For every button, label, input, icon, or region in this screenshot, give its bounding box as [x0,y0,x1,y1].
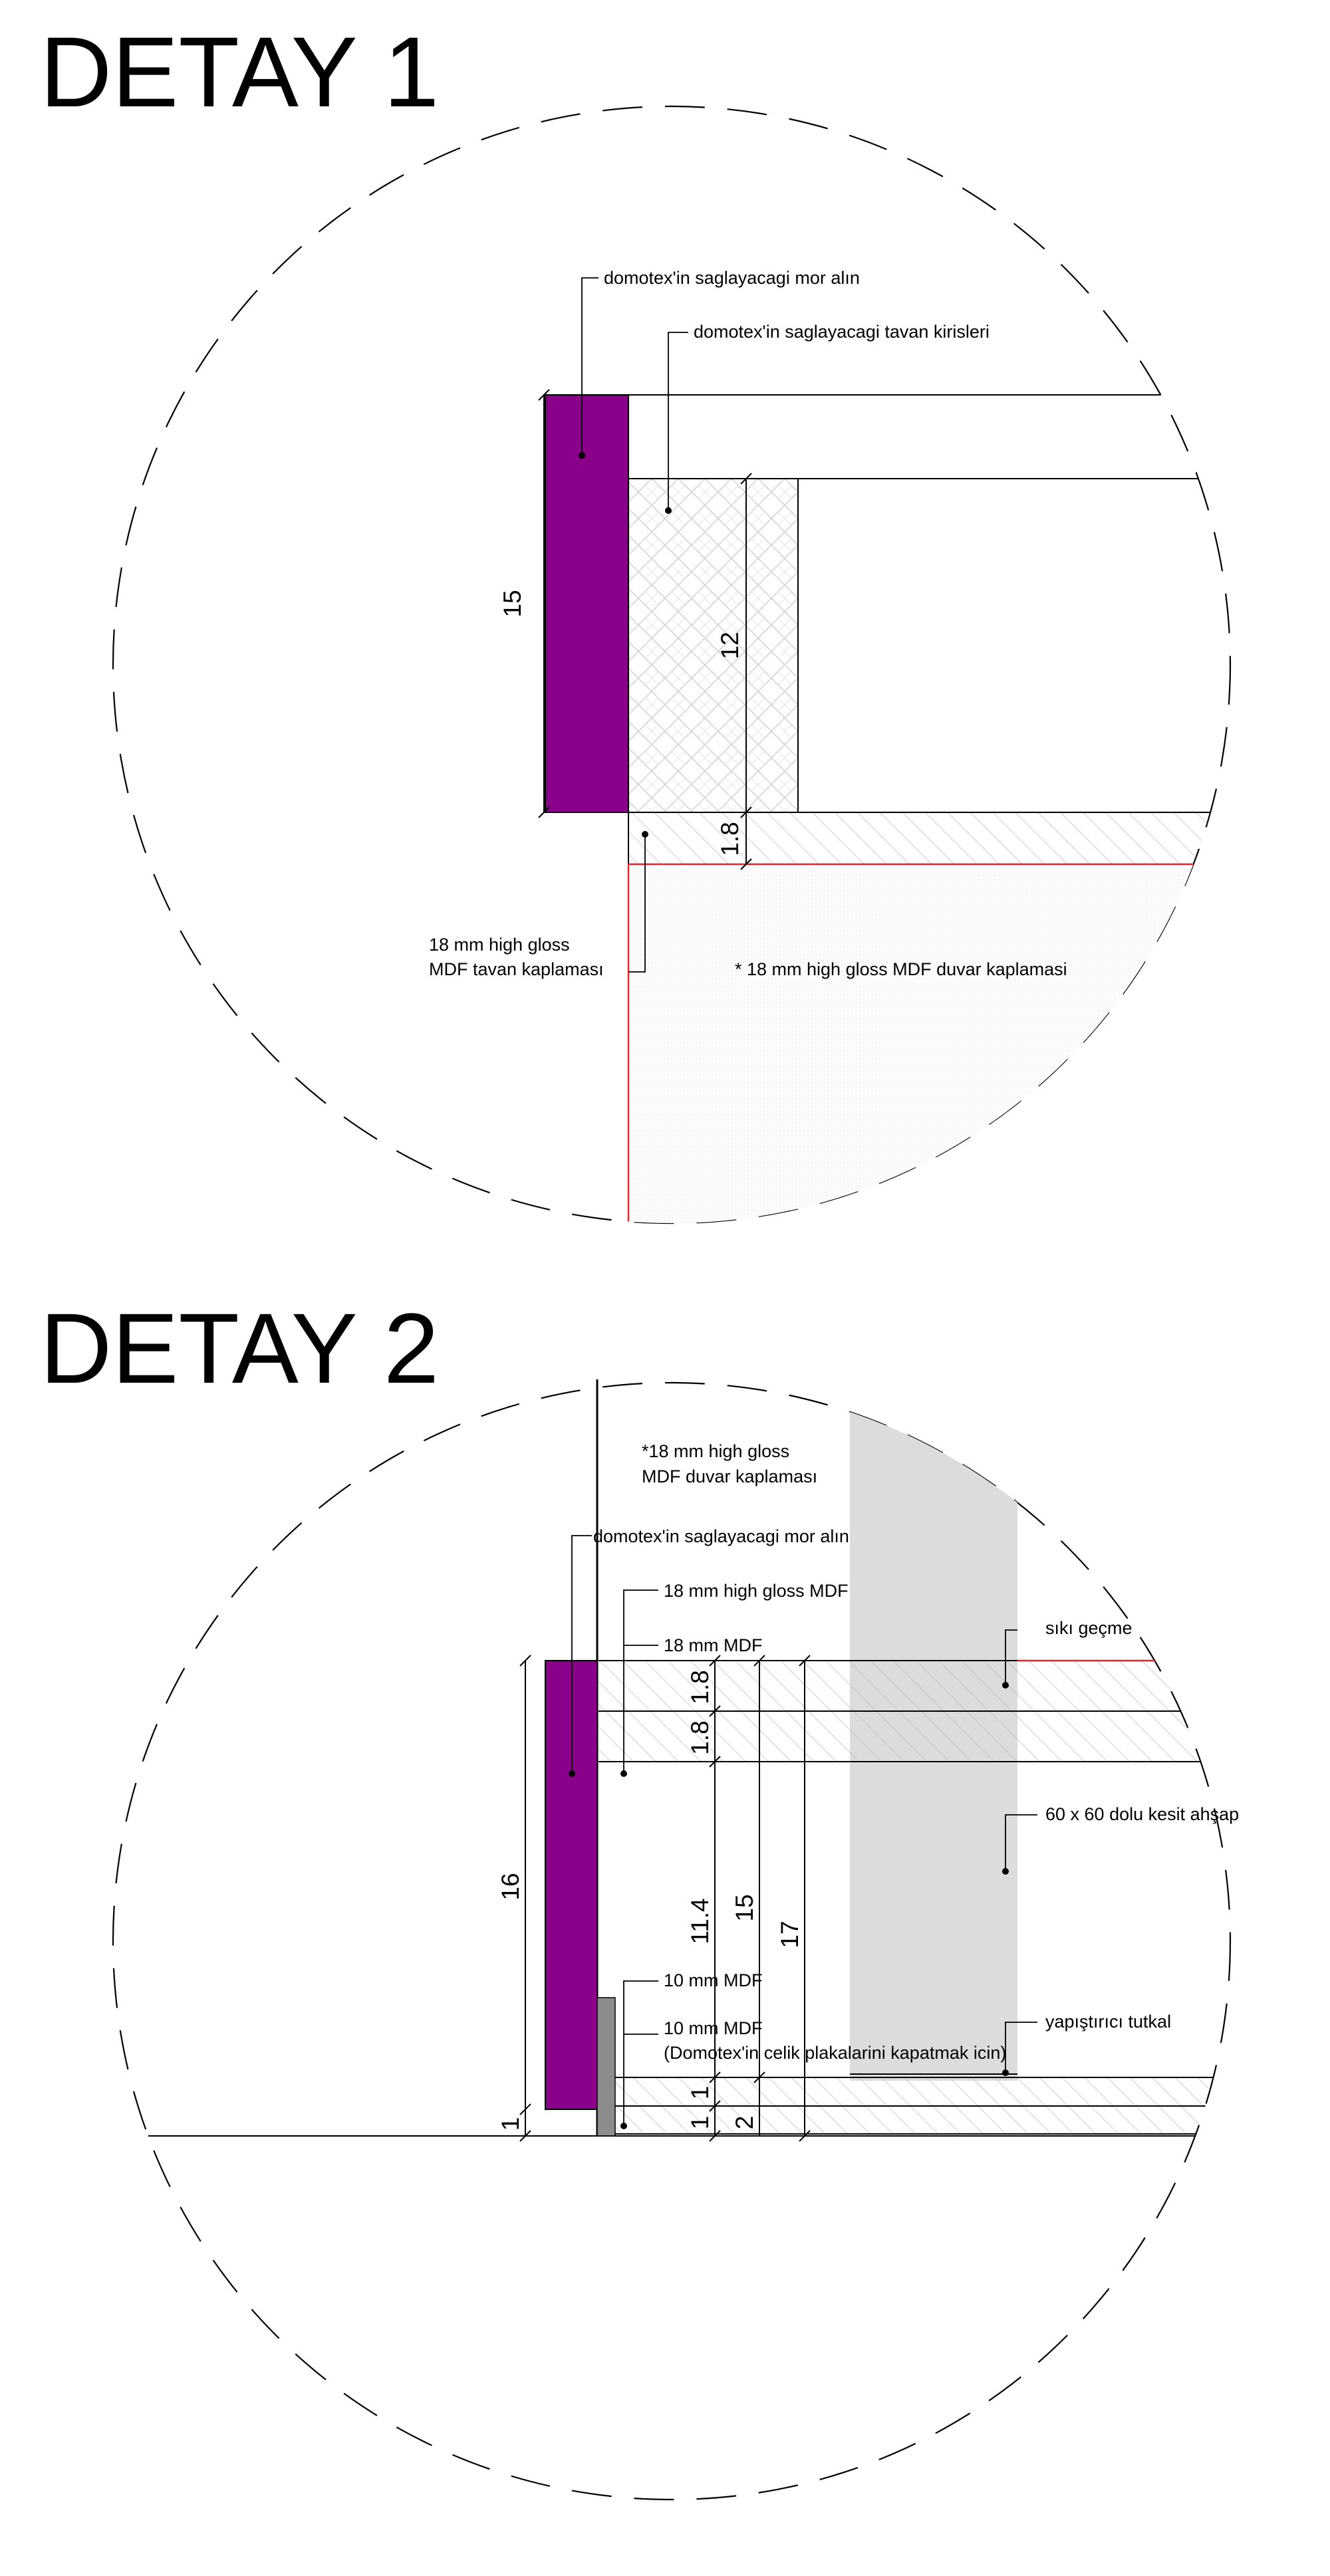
note-purple-fascia-1: domotex'in saglayacagi mor alın [604,268,860,288]
dim-fascia-15: 15 [499,590,526,618]
dim-cladding-1-8: 1.8 [716,822,743,856]
dim-total-15: 15 [731,1894,758,1922]
note-wall-cladding-l1: *18 mm high gloss [642,1441,790,1461]
dim-bottom-1b: 1 [686,2115,714,2130]
dim-total-17: 17 [776,1921,803,1948]
detail-1 [40,16,1293,1236]
purple-fascia-2 [545,1661,597,2109]
leader-dot [1002,1868,1009,1875]
note-purple-fascia-2: domotex'in saglayacagi mor alın [593,1526,849,1546]
leader-dot [579,452,585,459]
ceiling-joist [628,479,798,812]
dim-fascia-16: 16 [497,1873,524,1901]
leader-dot [620,1770,627,1777]
wall-area [628,864,1293,1236]
purple-fascia [545,395,628,812]
note-mdf-10-a: 10 mm MDF [664,1970,763,1990]
detail-2-title: DETAY 2 [40,1292,440,1404]
leader-dot [569,1770,575,1777]
note-ceiling-cladding-l2: MDF tavan kaplaması [429,959,604,979]
note-high-gloss-mdf: 18 mm high gloss MDF [664,1581,849,1601]
note-ceiling-joists: domotex'in saglayacagi tavan kirisleri [694,322,990,342]
dim-bottom-2: 2 [731,2115,758,2130]
leader-dot [1002,1682,1009,1689]
note-mdf-18: 18 mm MDF [664,1635,763,1655]
leader-dot [1002,2069,1009,2076]
leader-dot [665,507,672,514]
note-mdf-10-b-l2: (Domotex'in celik plakalarini kapatmak icin) [664,2043,1007,2063]
dim-gap-11-4: 11.4 [686,1898,714,1944]
note-mdf-10-b-l1: 10 mm MDF [664,2018,763,2038]
dim-layer-top-1-8: 1.8 [686,1670,714,1704]
note-glue: yapıştırıcı tutkal [1045,2012,1172,2032]
detail-2-boundary-circle [113,1383,1230,2500]
dim-bottom-1a: 1 [686,2085,714,2100]
detail-2 [40,1292,1293,2500]
detail-1-title: DETAY 1 [40,16,440,128]
note-solid-timber: 60 x 60 dolu kesit ahşap [1045,1804,1240,1824]
leader-dot [642,831,648,838]
leader-dot [620,2123,627,2129]
steel-plate-cover [597,1998,615,2136]
dim-layer-second-1-8: 1.8 [686,1720,714,1755]
note-tight-fit: sıkı geçme [1045,1618,1132,1638]
dim-bottom-1: 1 [497,2117,524,2131]
note-wall-cladding-l2: MDF duvar kaplaması [642,1466,818,1486]
note-wall-cladding: * 18 mm high gloss MDF duvar kaplamasi [735,959,1067,979]
dim-joist-12: 12 [716,632,743,659]
note-ceiling-cladding-l1: 18 mm high gloss [429,935,570,955]
